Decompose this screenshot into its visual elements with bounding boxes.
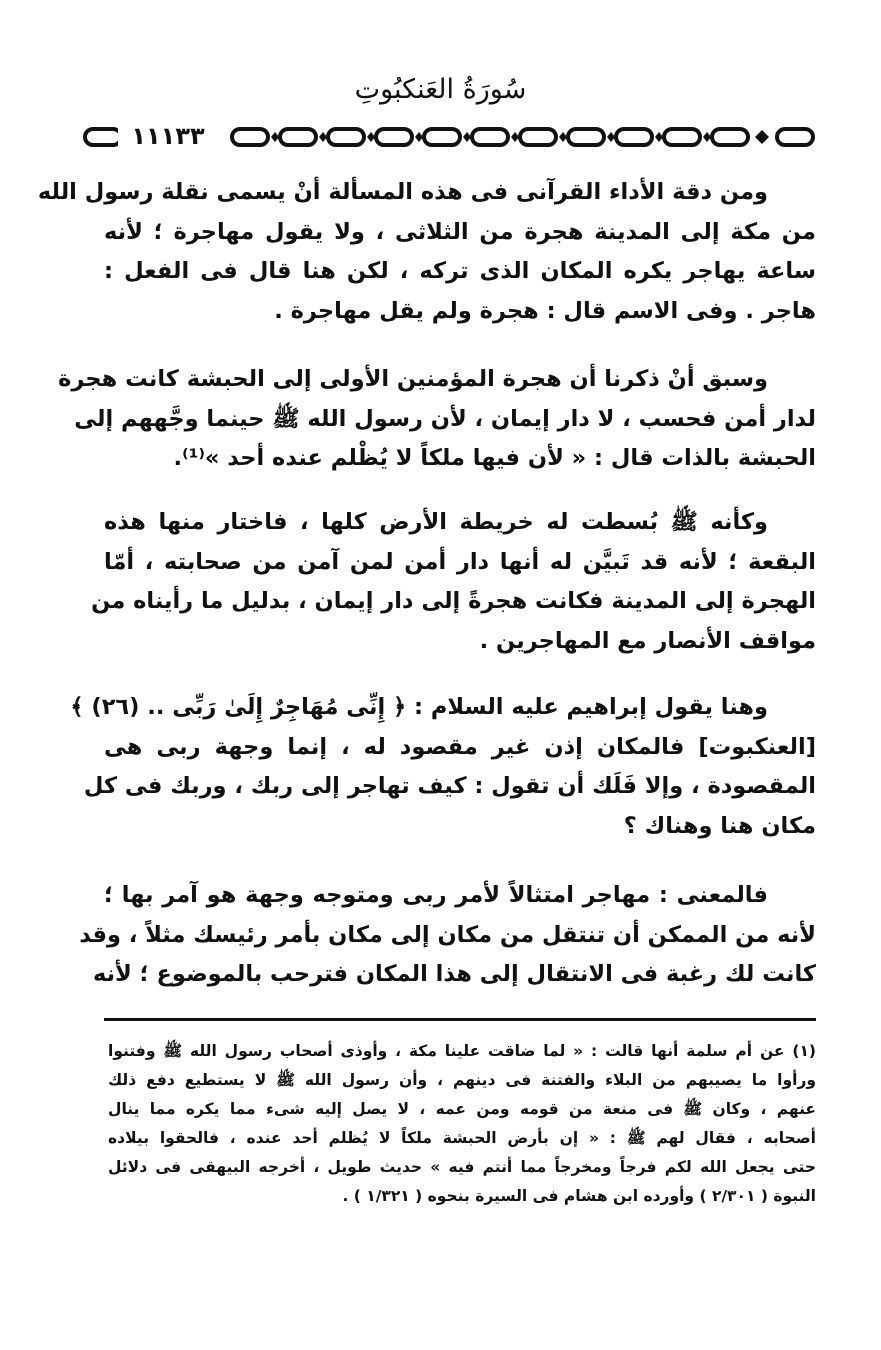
quran-verse-line: وهنا يقول إبراهيم عليه السلام : ﴿ إِنِّى مُهَاجِرٌ إِلَىٰ رَبِّى .. (٢٦) ﴾ <box>70 694 768 720</box>
text-line: كانت لك رغبة فى الانتقال إلى هذا المكان فترحب بالموضوع ؛ لأنه <box>92 961 816 987</box>
text-line: البقعة ؛ لأنه قد تَبيَّن له أنها دار أمن لمن آمن من صحابته ، أمّا <box>104 548 816 575</box>
text-line: لدار أمن فحسب ، لا دار إيمان ، لأن رسول الله ﷺ حينما وجَّههم إلى <box>74 405 816 432</box>
paragraph-1 <box>37 173 816 331</box>
footnote-line: عنهم ، وكان ﷺ فى منعة من قومه ومن عمه ، لا يصل إليه شىء مما يكره مما ينال <box>108 1100 816 1118</box>
page-number: ١١١٣٣ <box>118 121 218 151</box>
paragraph-4 <box>70 688 816 846</box>
text-line: ساعة يهاجر يكره المكان الذى تركه ، لكن هنا قال فى الفعل : <box>104 258 816 284</box>
text-line: وكأنه ﷺ بُسطت له خريطة الأرض كلها ، فاختار منها هذه <box>104 509 768 535</box>
text-line: الهجرة إلى المدينة فكانت هجرةً إلى دار إيمان ، بدليل ما رأيناه من <box>91 588 816 614</box>
footnote-line: (١) عن أم سلمة أنها قالت : « لما ضاقت علينا مكة ، وأوذى أصحاب رسول الله ﷺ وفتنوا <box>108 1042 816 1060</box>
footnote-line: ورأوا ما يصيبهم من البلاء والفتنة فى دينهم ، وأن رسول الله ﷺ لا يستطيع دفع ذلك <box>108 1071 816 1089</box>
footnote-block <box>108 1037 816 1211</box>
footnote-line: أصحابه ، فقال لهم ﷺ : « إن بأرض الحبشة ملكاً لا يُظلم أحد عنده ، فالحقوا بيلاده <box>108 1129 816 1147</box>
text-line: وسبق أنْ ذكرنا أن هجرة المؤمنين الأولى إلى الحبشة كانت هجرة <box>58 366 768 392</box>
text-line: [العنكبوت] فالمكان إذن غير مقصود له ، إنما وجهة ربى هى <box>104 733 816 760</box>
text-line: لأنه من الممكن أن تنتقل من مكان إلى مكان بأمر رئيسك مثلاً ، وقد <box>79 921 816 948</box>
text-line: ومن دقة الأداء القرآنى فى هذه المسألة أنْ يسمى نقلة رسول الله <box>37 179 768 205</box>
text-line: من مكة إلى المدينة هجرة من الثلاثى ، ولا يقول مهاجرة ؛ لأنه <box>104 218 816 245</box>
footnote-divider <box>104 1018 816 1021</box>
paragraph-3 <box>91 503 816 661</box>
paragraph-2 <box>58 360 816 479</box>
text-line: فالمعنى : مهاجر امتثالاً لأمر ربى ومتوجه وجهة هو آمر بها ؛ <box>104 882 768 908</box>
paragraph-5 <box>79 876 816 995</box>
surah-title: سُورَةُ العَنكبُوتِ <box>354 74 527 105</box>
footnote-line: النبوة ( ٢/٣٠١ ) وأورده ابن هشام فى السيرة بنحوه ( ١/٣٢١ ) . <box>342 1187 816 1205</box>
text-line: المقصودة ، وإلا فَلَك أن تقول : كيف تهاجر إلى ربك ، وربك فى كل <box>83 773 816 799</box>
text-line: الحبشة بالذات قال : « لأن فيها ملكاً لا يُظْلم عنده أحد »⁽¹⁾. <box>173 445 816 471</box>
text-line: مواقف الأنصار مع المهاجرين . <box>479 627 816 654</box>
text-line: مكان هنا وهناك ؟ <box>623 812 816 839</box>
footnote-line: حتى يجعل الله لكم فرجاً ومخرجاً مما أنتم فيه » حديث طويل ، أخرجه البيهقى فى دلائل <box>108 1158 816 1176</box>
text-line: هاجر . وفى الاسم قال : هجرة ولم يقل مهاجرة . <box>274 297 816 324</box>
